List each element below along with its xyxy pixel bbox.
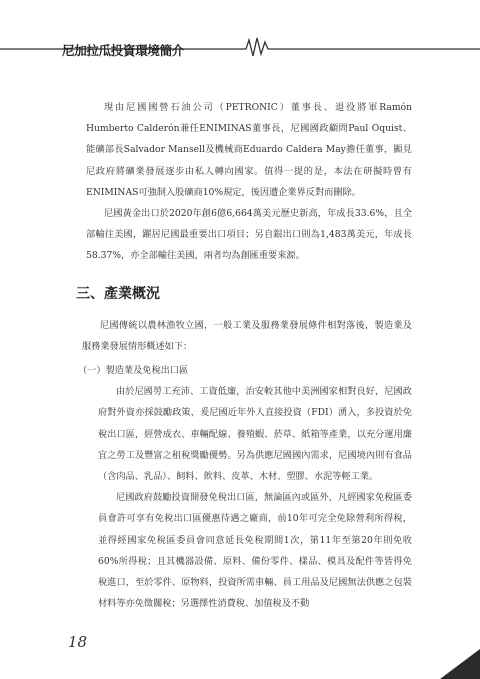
section-intro: 尼國傳統以農林漁牧立國，一般工業及服務業發展條件相對落後，製造業及服務業發展情形概述如下： xyxy=(82,319,412,352)
subsection-heading: （一）製造業及免稅出口區 xyxy=(78,365,189,377)
page-header xyxy=(0,0,480,62)
paragraph-free-zones: 尼國政府鼓勵投資開發免稅出口區，無論區內或區外，凡經國家免稅區委員會許可享有免稅出口區優惠待遇之廠商，前10年可完全免除營利所得稅，並得經國家免稅區委員會同意延長免稅期間1次，第11年至第20年則免收60%所得稅；且其機器設備、原料、備份零件、樣品、模具及配件等皆得免稅進口，至於零件、原物料，投資所需車輛、員工用品及尼國無法供應之包裝材料等亦免徵關稅；另選擇性消費稅、加值稅及不動 xyxy=(98,492,412,610)
header-title: 尼加拉瓜投資環境簡介 xyxy=(62,43,185,58)
paragraph-enimas-board: 現由尼國國營石油公司（PETRONIC）董事長、退役將軍Ramón Humberto Calderón兼任ENIMINAS董事長，尼國國政顧問Paul Oquist、能礦部長Salvador Mansell及機械商Eduardo Caldera May擔任董事，顯見尼政府將礦業發展逐步由私人轉向國家。值得一提的是，本法在研擬時曾有ENIMINAS可強制入股礦商10%規定，後因遭企業界反對而刪除。 xyxy=(86,102,412,198)
document-body xyxy=(76,97,412,614)
page-number: 18 xyxy=(68,633,88,651)
paragraph-manufacturing: 由於尼國勞工充沛、工資低廉，治安較其他中美洲國家相對良好，尼國政府對外資亦採鼓勵政策，爰尼國近年外人直接投資（FDI）湧入，多投資於免稅出口區，經營成衣、車輛配線、養殖蝦、菸草、紙箱等產業，以充分運用廉宜之勞工及豐富之租稅獎勵優勢。另為供應尼國國內需求，尼國境內則有食品（含肉品、乳品）、飼料、飲料、皮革、木材、塑膠、水泥等輕工業。 xyxy=(98,386,412,483)
paragraph-gold-exports: 尼國黃金出口於2020年創6億6,664萬美元歷史新高，年成長33.6%，且全部輸往美國，躍居尼國最重要出口項目；另自銀出口則為1,483萬美元，年成長58.37%，亦全部輸往美國，兩者均為創匯重要來源。 xyxy=(86,208,412,262)
corner-triangle-decoration xyxy=(440,649,480,679)
section-heading: 三、產業概況 xyxy=(76,285,160,302)
